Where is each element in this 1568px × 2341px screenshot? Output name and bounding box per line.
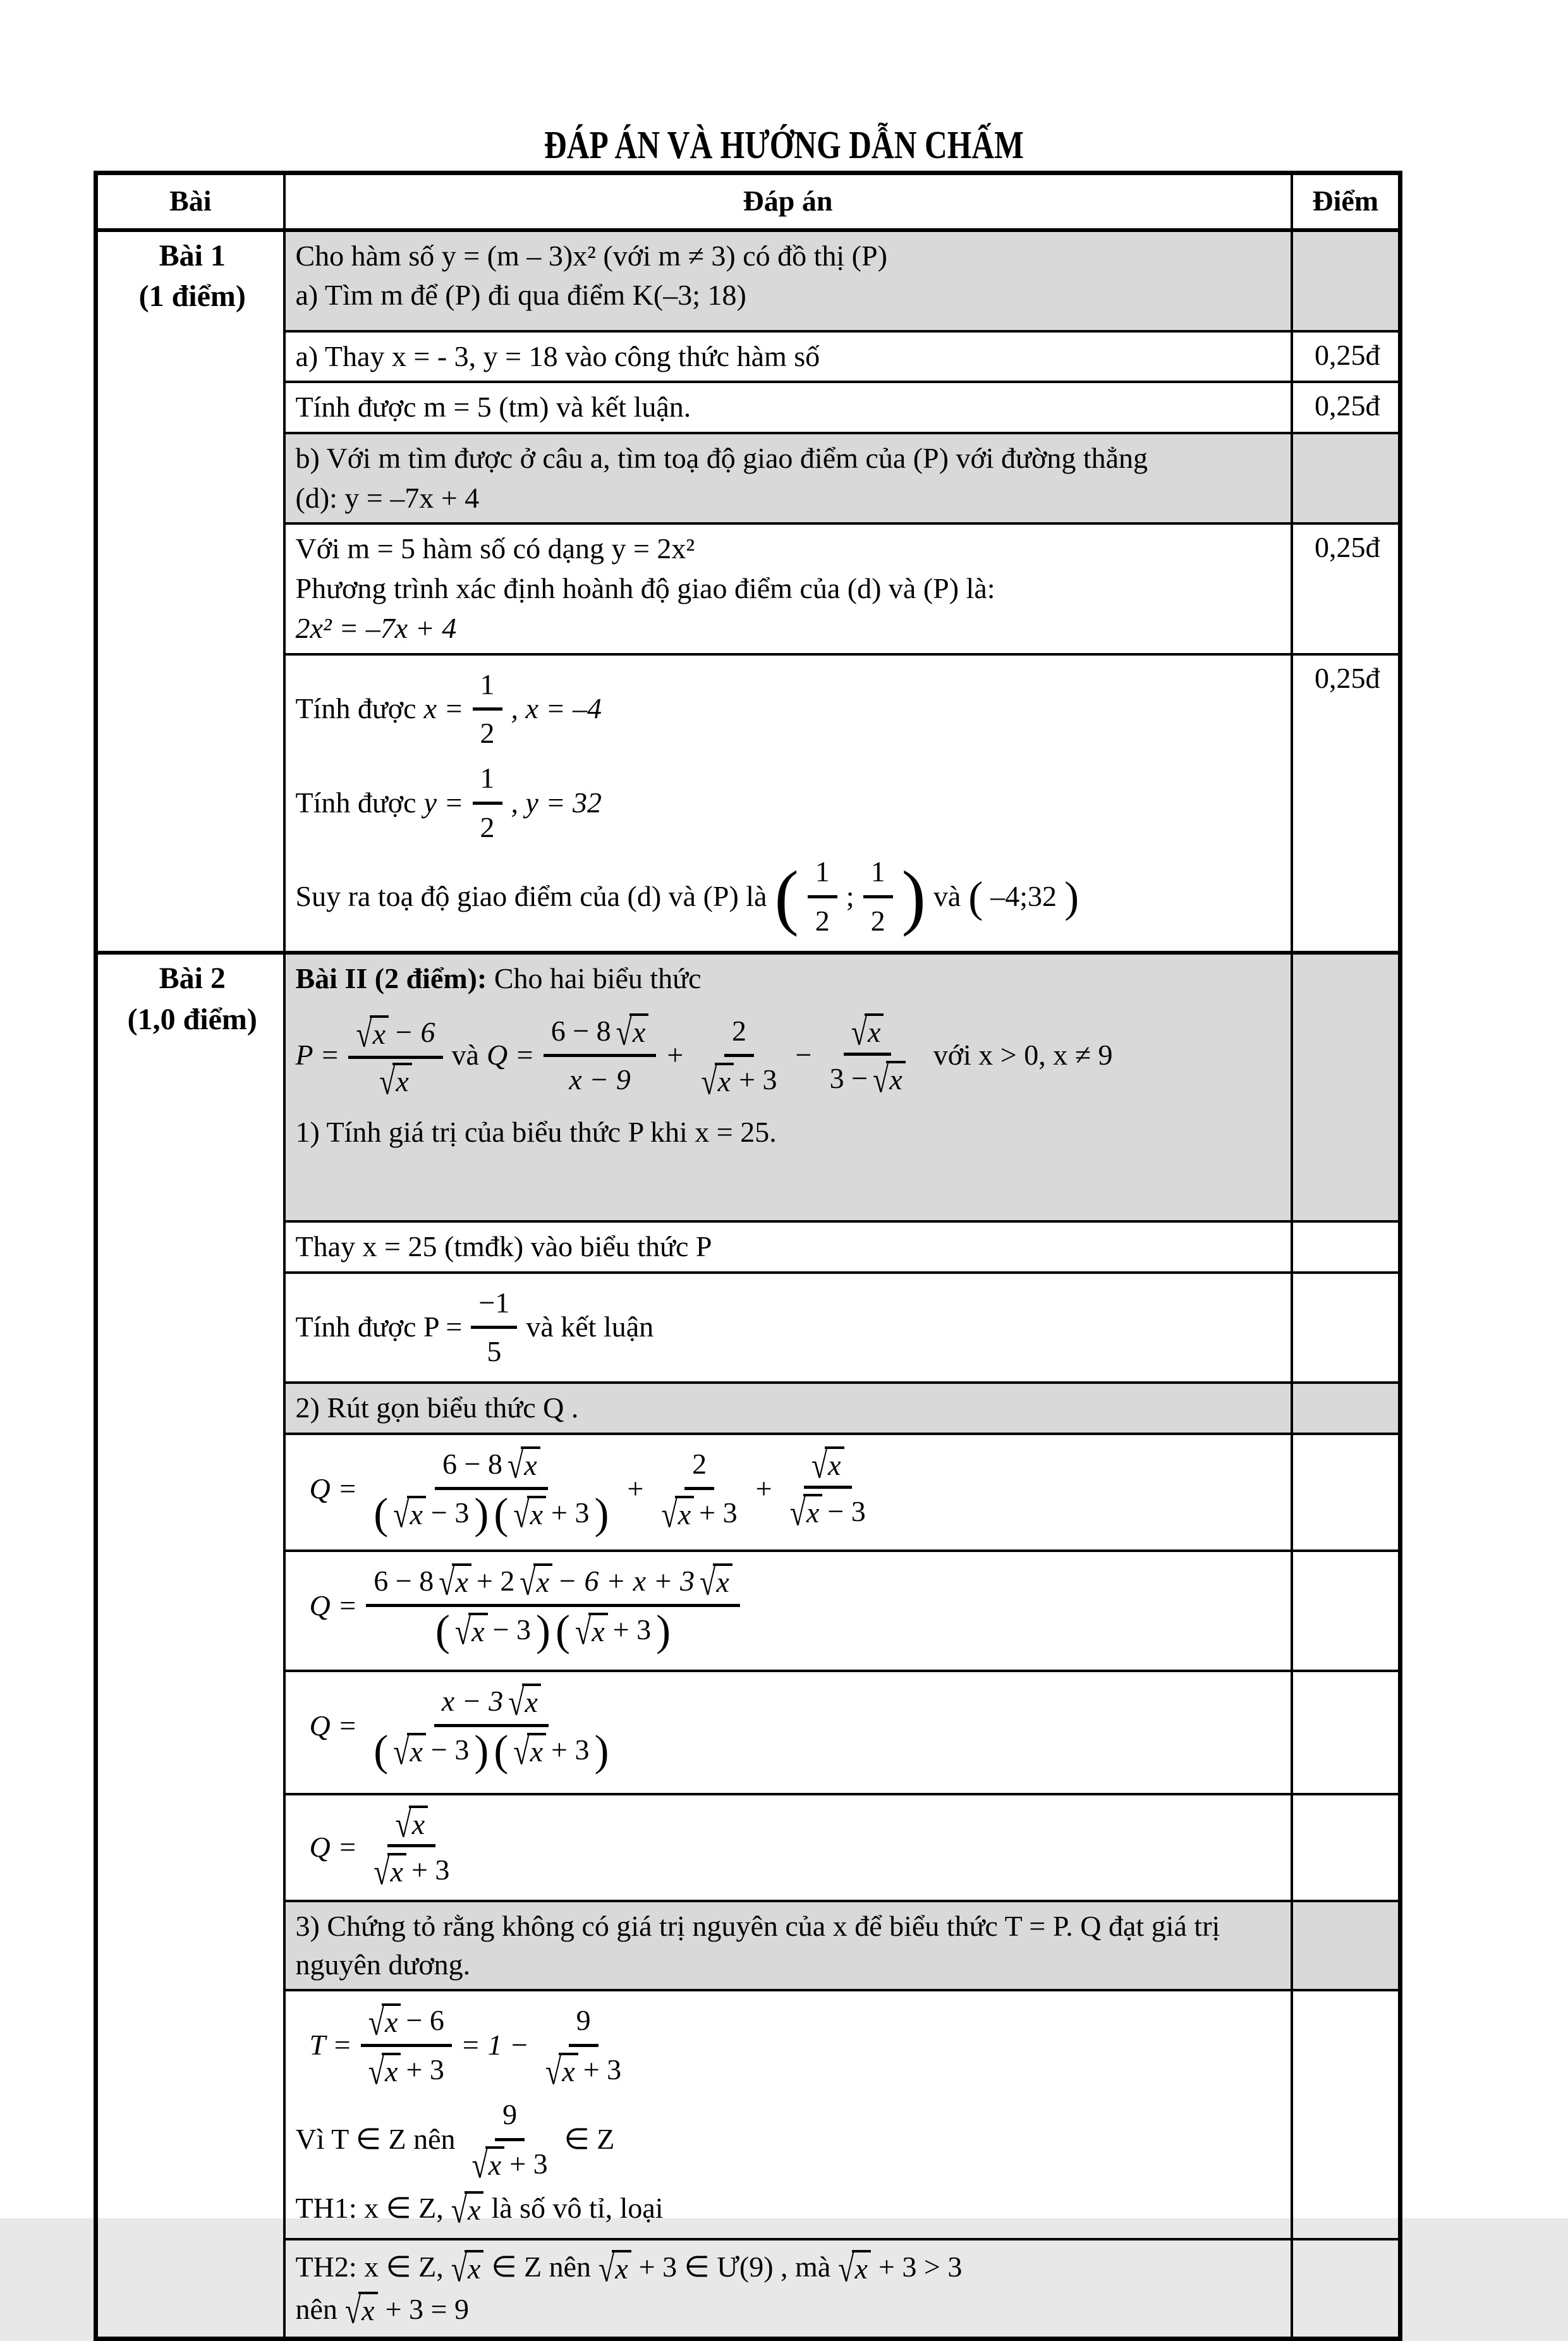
cell-b2-question2 <box>284 1383 1292 1434</box>
sqrt-x: √ x <box>508 1684 541 1719</box>
fraction-p <box>348 1013 442 1103</box>
point-cell-b1-step-a1: 0,25đ <box>1292 331 1401 382</box>
row-b2-q-expand2 <box>96 1551 1401 1671</box>
den-factor1-rest: − 3 <box>430 1733 470 1766</box>
q-lhs: Q = <box>309 1831 358 1864</box>
fraction-numerator: 1 <box>815 855 830 888</box>
b2-question1: 1) Tính giá trị của biểu thức P khi x = 25. <box>295 1116 777 1148</box>
cell-b2-step1 <box>284 1221 1292 1273</box>
row-b2-t-analysis <box>96 1990 1401 2239</box>
eq-x-prefix: Tính được <box>295 692 416 725</box>
den-factor2-rest: + 3 <box>551 1496 590 1529</box>
b2-t-formula <box>309 2002 1284 2093</box>
sqrt-x: √ x <box>439 1563 471 1599</box>
b2-case2-line1 <box>295 2247 1284 2290</box>
point-cell-b2-q-expand1 <box>1292 1434 1401 1551</box>
b1-step-b1-equation: 2x² = –7x + 4 <box>295 611 457 644</box>
point-cell-b2-statement <box>1292 953 1401 1221</box>
header-cell-diem: Điểm <box>1292 173 1401 230</box>
sqrt-x: √ x <box>838 2250 871 2285</box>
fraction-minus-one-fifth <box>471 1284 517 1371</box>
den-rest: + 3 <box>509 2147 548 2180</box>
sqrt-x: √ x <box>873 1061 906 1096</box>
sqrt-x: √ x <box>790 1494 823 1529</box>
bai1-label: Bài 1 <box>159 238 226 272</box>
b2-q-formula3 <box>309 1682 1284 1775</box>
b2-q-formula-final <box>309 1803 1284 1893</box>
b2-integer-argument <box>295 2096 1284 2186</box>
point-cell-b1-statement-a <box>1292 230 1401 331</box>
domain-condition: với x > 0, x ≠ 9 <box>933 1039 1113 1072</box>
row-b2-step1 <box>96 1221 1401 1273</box>
fraction-numerator: 1 <box>480 761 495 794</box>
integer-arg-suffix: ∈ Z <box>564 2122 615 2155</box>
eq-y-rest: , y = 32 <box>511 786 602 819</box>
b1-equation-y <box>296 759 1284 847</box>
den-rest: + 3 <box>699 1496 738 1529</box>
cell-b2-question3 <box>284 1901 1292 1990</box>
point-cell-b2-q-expand2 <box>1292 1551 1401 1671</box>
fraction-t <box>361 2002 452 2093</box>
eq-x-lhs: x = <box>423 692 464 725</box>
den-rest: + 3 <box>406 2053 444 2086</box>
fraction-denominator: 2 <box>870 905 885 938</box>
plus-operator: + <box>665 1039 685 1072</box>
cell-b2-step2 <box>284 1273 1292 1383</box>
sqrt-x: √ x <box>513 1496 546 1531</box>
plus-operator: + <box>753 1472 774 1505</box>
answer-key-table <box>94 171 1402 2341</box>
header-cell-dapan: Đáp án <box>284 173 1292 230</box>
case1-suffix: là số vô tỉ, loại <box>491 2192 664 2225</box>
fraction-final <box>366 1803 457 1893</box>
point-cell-b1-statement-b <box>1292 433 1401 523</box>
row-b1-statement-b <box>96 433 1401 523</box>
bai2-label: Bài 2 <box>159 961 226 995</box>
row-b2-question2 <box>96 1383 1401 1434</box>
q-lhs: Q = <box>309 1589 358 1622</box>
row-b1-statement-a <box>96 230 1401 331</box>
fraction-denominator: 2 <box>480 810 495 843</box>
fraction-numerator: −1 <box>478 1286 510 1319</box>
term1-den: x − 9 <box>569 1063 631 1096</box>
b2-q-formula1 <box>309 1445 1284 1537</box>
p-value-prefix: Tính được P = <box>295 1311 463 1343</box>
sqrt-x: √ x <box>455 1613 488 1648</box>
cell-b2-q-expand1 <box>284 1434 1292 1551</box>
sqrt-x: √ x <box>451 2191 484 2227</box>
sqrt-x: √ x <box>451 2250 484 2285</box>
conclusion-and: và <box>933 880 961 913</box>
den-factor1-rest: − 3 <box>430 1496 470 1529</box>
b1-step-b1-line2: Phương trình xác định hoành độ giao điểm của (d) và (P) là: <box>295 572 995 605</box>
row-b1-step-b1 <box>96 523 1401 654</box>
case2-mid2: + 3 ∈ Ư(9) , mà <box>638 2251 831 2283</box>
case2-mid1: ∈ Z nên <box>491 2251 592 2283</box>
case2-prefix: TH2: x ∈ Z, <box>295 2251 444 2283</box>
fraction-combined: 6 − 8 √ x + 2 √ x − 6 + x + 3 √ x ( √ x − 3 ) ( √ x + 3 ) <box>366 1562 739 1649</box>
fraction-one-half <box>863 853 893 940</box>
b1-problem-line1: Cho hàm số y = (m – 3)x² (với m ≠ 3) có đồ thị (P) <box>295 239 887 272</box>
fraction-q-term3 <box>822 1012 913 1101</box>
fraction-denominator: 2 <box>815 905 830 938</box>
row-b2-q-expand1 <box>96 1434 1401 1551</box>
label-cell-bai2 <box>96 953 284 2338</box>
num-part: + 2 <box>476 1564 515 1597</box>
b2-step1-text: Thay x = 25 (tmđk) vào biểu thức P <box>295 1230 712 1262</box>
point-cell-b2-step1 <box>1292 1221 1401 1273</box>
den-rest: − 3 <box>827 1494 866 1527</box>
sqrt-x: √ x <box>393 1496 426 1531</box>
cell-b1-step-b2 <box>284 654 1292 953</box>
point-cell-b2-q-final <box>1292 1794 1401 1901</box>
row-b1-step-a2 <box>96 382 1401 433</box>
sqrt-x: √ x <box>575 1613 608 1648</box>
b1-step-a1-text: a) Thay x = - 3, y = 18 vào công thức hàm số <box>295 339 820 372</box>
num-rest: − 6 <box>406 2004 444 2037</box>
point-cell-b2-case2 <box>1292 2239 1401 2338</box>
b1-step-a2-text: Tính được m = 5 (tm) và kết luận. <box>295 391 691 424</box>
cell-b2-statement <box>284 953 1292 1221</box>
fraction-denominator: 2 <box>480 717 495 750</box>
fraction-term2 <box>654 1445 745 1536</box>
b1-problem-line2: a) Tìm m để (P) đi qua điểm K(–3; 18) <box>295 279 746 312</box>
sqrt-x: √ x <box>472 2146 505 2182</box>
q-lhs: Q = <box>486 1039 535 1072</box>
point-cell-b2-question3 <box>1292 1901 1401 1990</box>
sqrt-x: √ x <box>356 1015 389 1051</box>
page-title <box>0 124 1568 167</box>
fraction-one-half <box>808 853 837 940</box>
fraction-q-term1 <box>544 1012 657 1099</box>
sqrt-x: √ x <box>662 1496 695 1531</box>
fraction-one-half <box>473 666 502 753</box>
point-coordinates: –4;32 <box>990 880 1057 913</box>
b2-q-formula2 <box>309 1562 1284 1654</box>
fraction-nine <box>538 2002 629 2093</box>
cell-b1-statement-b <box>284 433 1292 523</box>
b2-pq-formula <box>295 1012 1284 1103</box>
fraction-numerator: 9 <box>576 2004 591 2037</box>
cell-b1-step-a1 <box>284 331 1292 382</box>
den-rest: + 3 <box>411 1854 450 1886</box>
eq-y-lhs: y = <box>423 786 464 819</box>
point-cell-b1-step-b2: 0,25đ <box>1292 654 1401 953</box>
minus-operator: − <box>793 1039 813 1072</box>
p-lhs: P = <box>295 1039 340 1072</box>
bai1-points-label: (1 điểm) <box>138 279 246 314</box>
sqrt-x: √ x <box>700 1563 732 1599</box>
fraction-numerator: 1 <box>480 668 495 700</box>
num-pre: 6 − 8 <box>442 1447 502 1480</box>
p-value-suffix: và kết luận <box>526 1311 654 1343</box>
b2-question2-text: 2) Rút gọn biểu thức Q . <box>295 1391 579 1424</box>
fraction-numerator: 1 <box>870 855 885 888</box>
term3-den-pre: 3 − <box>829 1061 868 1094</box>
sqrt-x: √ x <box>379 1063 412 1098</box>
case2-suffix: + 3 > 3 <box>878 2251 963 2283</box>
fraction-numerator: 9 <box>502 2098 518 2130</box>
cell-b1-step-b1 <box>284 523 1292 654</box>
pair-separator: ; <box>846 880 854 913</box>
row-b1-step-b2 <box>96 654 1401 953</box>
case2-conclusion-prefix: nên <box>295 2292 337 2325</box>
b2-question3-text: 3) Chứng tỏ rằng không có giá trị nguyên của x để biểu thức T = P. Q đạt giá trị nguyên dương. <box>295 1910 1220 1981</box>
b1-equation-x <box>296 666 1284 753</box>
cell-b1-statement-a <box>284 230 1292 331</box>
sqrt-x: √ x <box>374 1853 406 1888</box>
cell-b1-step-a2 <box>284 382 1292 433</box>
sqrt-x: √ x <box>599 2250 631 2285</box>
row-b2-case2 <box>96 2239 1401 2338</box>
sqrt-x: √ x <box>507 1446 540 1482</box>
point-cell-b2-t-analysis <box>1292 1990 1401 2239</box>
row-b1-step-a1 <box>96 331 1401 382</box>
q-lhs: Q = <box>309 1709 358 1742</box>
t-lhs: T = <box>309 2029 352 2062</box>
row-b2-step2 <box>96 1273 1401 1383</box>
point-cell-b2-step2 <box>1292 1273 1401 1383</box>
plus-operator: + <box>625 1472 645 1505</box>
cell-b2-q-expand2 <box>284 1551 1292 1671</box>
row-b2-question3 <box>96 1901 1401 1990</box>
sqrt-x: √ x <box>345 2292 378 2327</box>
b2-case1-line <box>295 2189 1284 2231</box>
equals-one-minus: = 1 − <box>460 2029 530 2062</box>
integer-arg-prefix: Vì T ∈ Z nên <box>295 2122 456 2155</box>
b1-statement-b-line1: b) Với m tìm được ở câu a, tìm toạ độ giao điểm của (P) với đường thẳng <box>295 441 1148 474</box>
term1-num-pre: 6 − 8 <box>550 1014 611 1047</box>
row-b2-q-expand3 <box>96 1671 1401 1794</box>
sqrt-x: √ x <box>393 1733 426 1768</box>
den-rest: + 3 <box>583 2053 622 2086</box>
b1-statement-b-line2: (d): y = –7x + 4 <box>295 481 480 514</box>
fraction-numerator: 2 <box>692 1447 707 1480</box>
fraction-one-half <box>473 759 502 847</box>
fraction-term3 <box>782 1445 873 1534</box>
page-title-text: ĐÁP ÁN VÀ HƯỚNG DẪN CHẤM <box>544 124 1024 167</box>
b2-p-value-line <box>296 1284 1284 1371</box>
term2-den-rest: + 3 <box>739 1063 777 1096</box>
b2-case2-line2 <box>295 2290 1284 2332</box>
fraction-q-term2 <box>693 1012 784 1103</box>
num-part: x − 3 <box>441 1684 504 1717</box>
sqrt-x: √ x <box>520 1563 552 1599</box>
den-factor1-rest: − 3 <box>492 1613 532 1646</box>
sqrt-x: √ x <box>545 2053 578 2088</box>
header-cell-bai: Bài <box>96 173 284 230</box>
b1-conclusion-line: Suy ra toạ độ giao điểm của (d) và (P) là ( 1 2 ; 1 2 ) và ( –4;32 ) <box>296 853 1284 940</box>
den-factor2-rest: + 3 <box>551 1733 590 1766</box>
p-num-rest: − 6 <box>393 1016 435 1049</box>
b1-step-b1-line1: Với m = 5 hàm số có dạng y = 2x² <box>295 532 695 565</box>
point-cell-b2-question2 <box>1292 1383 1401 1434</box>
eq-x-rest: , x = –4 <box>511 692 602 725</box>
b2-statement-intro <box>296 960 1284 998</box>
sqrt-x: √ x <box>616 1013 649 1049</box>
q-lhs: Q = <box>309 1472 358 1505</box>
eq-y-prefix: Tính được <box>295 786 416 819</box>
point-cell-b2-q-expand3 <box>1292 1671 1401 1794</box>
case2-conclusion-suffix: + 3 = 9 <box>385 2292 469 2325</box>
fraction-denominator: 5 <box>487 1335 502 1368</box>
row-b2-q-final <box>96 1794 1401 1901</box>
sqrt-x: √ x <box>701 1063 734 1098</box>
cell-b2-case2 <box>284 2239 1292 2338</box>
sqrt-x: √ x <box>811 1446 844 1482</box>
table-header-row <box>96 173 1401 230</box>
fraction-term1: 6 − 8 √ x ( √ x − 3 ) ( √ x + 3 ) <box>374 1445 609 1537</box>
sqrt-x: √ x <box>395 1806 428 1841</box>
b2-statement-bold: Bài II (2 điểm): <box>295 962 487 994</box>
cell-b2-q-expand3 <box>284 1671 1292 1794</box>
term2-num: 2 <box>731 1014 746 1047</box>
fraction-simplified: x − 3 √ x ( √ x − 3 ) ( √ x + 3 ) <box>374 1682 609 1775</box>
cell-b2-q-final <box>284 1794 1292 1901</box>
point-cell-b1-step-b1: 0,25đ <box>1292 523 1401 654</box>
sqrt-x: √ x <box>368 2003 401 2039</box>
b2-statement-rest: Cho hai biểu thức <box>494 962 702 994</box>
row-b2-statement <box>96 953 1401 1221</box>
fraction-nine <box>465 2096 556 2186</box>
conclusion-prefix: Suy ra toạ độ giao điểm của (d) và (P) là <box>295 880 767 913</box>
sqrt-x: √ x <box>851 1013 884 1049</box>
bai2-points-label: (1,0 điểm) <box>127 1002 257 1036</box>
sqrt-x: √ x <box>368 2053 401 2088</box>
and-word: và <box>451 1039 479 1072</box>
label-cell-bai1 <box>96 230 284 953</box>
cell-b2-t-analysis <box>284 1990 1292 2239</box>
point-cell-b1-step-a2: 0,25đ <box>1292 382 1401 433</box>
sqrt-x: √ x <box>513 1733 546 1768</box>
num-part: 6 − 8 <box>374 1564 434 1597</box>
den-factor2-rest: + 3 <box>612 1613 652 1646</box>
case1-prefix: TH1: x ∈ Z, <box>295 2192 444 2225</box>
num-part: − 6 + x + 3 <box>557 1564 695 1597</box>
